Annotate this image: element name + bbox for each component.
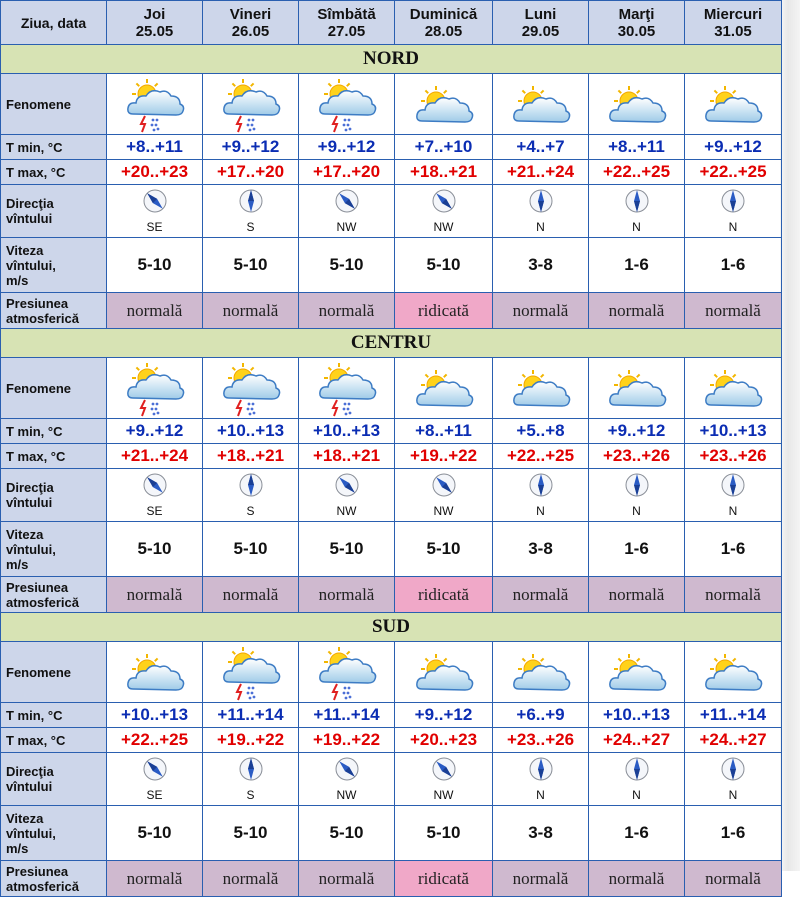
row-label — [1, 469, 107, 522]
wind-speed-cell: 5-10 — [299, 238, 395, 293]
wind-direction-cell — [203, 185, 299, 238]
wind-speed-cell: 3-8 — [493, 806, 589, 861]
sun-cloud-storm-icon — [107, 74, 202, 134]
tmin-cell: +9..+12 — [299, 135, 395, 160]
sun-cloud-storm-icon — [299, 642, 394, 702]
tmax-cell: +18..+21 — [203, 444, 299, 469]
day-name: Joi — [143, 5, 166, 23]
row-label: T max, °C — [1, 728, 107, 753]
phenomena-cell — [107, 74, 203, 135]
row-label: T min, °C — [1, 135, 107, 160]
phenomena-cell — [395, 358, 493, 419]
day-header — [493, 1, 589, 45]
region-name: NORD — [1, 45, 782, 74]
wind-direction-label: N — [632, 504, 641, 518]
phenomena-cell — [395, 642, 493, 703]
pressure-cell: normală — [299, 293, 395, 329]
wind-direction-cell — [107, 469, 203, 522]
compass-arrow-icon — [720, 756, 746, 787]
compass-arrow-icon — [238, 756, 264, 787]
row-label — [1, 238, 107, 293]
wind-speed-cell: 5-10 — [299, 806, 395, 861]
tmax-cell: +23..+26 — [589, 444, 685, 469]
row-label — [1, 522, 107, 577]
wind-direction-label: N — [536, 788, 545, 802]
compass-arrow-icon — [624, 188, 650, 219]
tmax-cell: +19..+22 — [203, 728, 299, 753]
wind-speed-cell: 1-6 — [589, 806, 685, 861]
row-label-line: Presiunea — [6, 863, 69, 879]
row-label-line: Viteza — [6, 810, 44, 826]
phenomena-cell — [395, 74, 493, 135]
day-date: 29.05 — [521, 22, 560, 40]
phenomena-cell — [685, 642, 782, 703]
wind-direction-cell — [589, 185, 685, 238]
tmin-cell: +5..+8 — [493, 419, 589, 444]
sun-cloud-storm-icon — [107, 358, 202, 418]
wind-direction-label: NW — [336, 788, 357, 802]
tmin-cell: +10..+13 — [299, 419, 395, 444]
pressure-cell: normală — [203, 293, 299, 329]
day-name: Vineri — [229, 5, 272, 23]
phenomena-cell — [589, 642, 685, 703]
day-name: Sîmbătă — [317, 5, 376, 23]
pressure-cell: normală — [685, 577, 782, 613]
tmax-cell: +17..+20 — [299, 160, 395, 185]
compass-arrow-icon — [720, 188, 746, 219]
pressure-row — [1, 293, 782, 329]
wind-direction-row — [1, 469, 782, 522]
compass-arrow-icon — [142, 188, 168, 219]
region-header-row — [1, 613, 782, 642]
wind-direction-label: SE — [146, 504, 163, 518]
pressure-cell: normală — [589, 293, 685, 329]
row-label — [1, 861, 107, 897]
row-label: T max, °C — [1, 160, 107, 185]
wind-speed-cell: 3-8 — [493, 522, 589, 577]
tmin-cell: +10..+13 — [107, 703, 203, 728]
pressure-cell: normală — [685, 861, 782, 897]
sun-cloud-icon — [685, 365, 781, 411]
phenomena-cell — [107, 358, 203, 419]
wind-direction-label: N — [632, 788, 641, 802]
wind-direction-cell — [395, 469, 493, 522]
row-label: T max, °C — [1, 444, 107, 469]
wind-direction-label: S — [246, 788, 255, 802]
header-label: Ziua, data — [1, 1, 107, 45]
sun-cloud-storm-icon — [299, 358, 394, 418]
tmin-row — [1, 135, 782, 160]
tmin-cell: +11..+14 — [203, 703, 299, 728]
wind-direction-row — [1, 185, 782, 238]
sun-cloud-icon — [395, 649, 492, 695]
row-label-line: Direcţia — [6, 764, 54, 779]
row-label-line: atmosferică — [6, 878, 79, 894]
tmin-cell: +4..+7 — [493, 135, 589, 160]
pressure-row — [1, 577, 782, 613]
compass-arrow-icon — [528, 472, 554, 503]
tmax-cell: +23..+26 — [685, 444, 782, 469]
wind-speed-cell: 1-6 — [589, 238, 685, 293]
tmax-cell: +19..+22 — [299, 728, 395, 753]
wind-speed-cell: 5-10 — [203, 806, 299, 861]
wind-speed-cell: 1-6 — [685, 806, 782, 861]
day-name: Duminică — [409, 5, 478, 23]
wind-speed-cell: 5-10 — [107, 522, 203, 577]
tmin-row — [1, 419, 782, 444]
wind-speed-cell: 1-6 — [589, 522, 685, 577]
row-label-line: m/s — [6, 556, 29, 572]
wind-direction-cell — [589, 753, 685, 806]
sun-cloud-icon — [493, 81, 588, 127]
wind-direction-row — [1, 753, 782, 806]
compass-arrow-icon — [431, 188, 457, 219]
sun-cloud-icon — [395, 81, 492, 127]
wind-speed-row — [1, 522, 782, 577]
tmin-cell: +11..+14 — [299, 703, 395, 728]
wind-direction-label: NW — [336, 220, 357, 234]
phenomena-cell — [685, 358, 782, 419]
sun-cloud-storm-icon — [203, 74, 298, 134]
wind-speed-cell: 5-10 — [299, 522, 395, 577]
wind-speed-cell: 5-10 — [395, 806, 493, 861]
tmin-cell: +8..+11 — [589, 135, 685, 160]
sun-cloud-icon — [589, 649, 684, 695]
wind-direction-label: N — [728, 504, 738, 518]
tmax-cell: +19..+22 — [395, 444, 493, 469]
compass-arrow-icon — [142, 472, 168, 503]
sun-cloud-icon — [685, 81, 781, 127]
tmin-cell: +10..+13 — [589, 703, 685, 728]
row-label-line: vîntului, — [6, 257, 56, 273]
wind-speed-cell: 5-10 — [395, 238, 493, 293]
sun-cloud-icon — [685, 649, 781, 695]
wind-direction-label: NW — [433, 788, 454, 802]
phenomena-cell — [493, 358, 589, 419]
wind-speed-cell: 5-10 — [395, 522, 493, 577]
tmin-cell: +8..+11 — [395, 419, 493, 444]
sun-cloud-storm-icon — [203, 642, 298, 702]
compass-arrow-icon — [624, 472, 650, 503]
row-label-line: vîntului, — [6, 825, 56, 841]
phenomena-cell — [107, 642, 203, 703]
phenomena-row — [1, 358, 782, 419]
pressure-cell: normală — [493, 577, 589, 613]
row-label — [1, 753, 107, 806]
wind-direction-label: N — [536, 220, 545, 234]
wind-direction-cell — [395, 753, 493, 806]
tmin-cell: +6..+9 — [493, 703, 589, 728]
wind-direction-cell — [395, 185, 493, 238]
wind-speed-cell: 1-6 — [685, 522, 782, 577]
tmax-cell: +18..+21 — [395, 160, 493, 185]
phenomena-cell — [589, 358, 685, 419]
compass-arrow-icon — [334, 756, 360, 787]
tmax-cell: +20..+23 — [107, 160, 203, 185]
row-label-line: vîntului — [6, 779, 53, 794]
day-date: 30.05 — [617, 22, 656, 40]
header-row — [1, 1, 782, 45]
tmax-cell: +21..+24 — [107, 444, 203, 469]
row-label-line: Presiunea — [6, 579, 69, 595]
tmax-row — [1, 160, 782, 185]
day-name: Miercuri — [703, 5, 763, 23]
phenomena-row — [1, 74, 782, 135]
pressure-cell: normală — [493, 861, 589, 897]
row-label-line: atmosferică — [6, 310, 79, 326]
row-label: Fenomene — [1, 74, 107, 135]
row-label-line: atmosferică — [6, 594, 79, 610]
wind-direction-label: SE — [146, 788, 163, 802]
phenomena-cell — [203, 74, 299, 135]
sun-cloud-icon — [395, 365, 492, 411]
tmin-cell: +9..+12 — [107, 419, 203, 444]
row-label: T min, °C — [1, 703, 107, 728]
background-decoration — [780, 0, 800, 871]
sun-cloud-icon — [589, 365, 684, 411]
tmin-cell: +7..+10 — [395, 135, 493, 160]
row-label: Fenomene — [1, 358, 107, 419]
pressure-cell: normală — [493, 293, 589, 329]
row-label — [1, 577, 107, 613]
tmin-cell: +9..+12 — [589, 419, 685, 444]
pressure-cell: ridicată — [395, 861, 493, 897]
sun-cloud-icon — [493, 649, 588, 695]
tmax-cell: +24..+27 — [589, 728, 685, 753]
day-header — [395, 1, 493, 45]
region-header-row — [1, 329, 782, 358]
row-label-line: Direcţia — [6, 480, 54, 495]
wind-direction-cell — [203, 469, 299, 522]
tmax-row — [1, 444, 782, 469]
tmax-cell: +22..+25 — [107, 728, 203, 753]
phenomena-cell — [299, 642, 395, 703]
pressure-cell: normală — [107, 293, 203, 329]
row-label: Fenomene — [1, 642, 107, 703]
tmin-cell: +9..+12 — [203, 135, 299, 160]
phenomena-row — [1, 642, 782, 703]
phenomena-cell — [493, 74, 589, 135]
sun-cloud-storm-icon — [299, 74, 394, 134]
wind-direction-label: S — [246, 220, 255, 234]
wind-direction-cell — [493, 753, 589, 806]
region-name: SUD — [1, 613, 782, 642]
row-label-line: vîntului — [6, 211, 53, 226]
tmax-cell: +21..+24 — [493, 160, 589, 185]
row-label — [1, 185, 107, 238]
pressure-cell: normală — [299, 861, 395, 897]
row-label-line: m/s — [6, 840, 29, 856]
pressure-cell: normală — [203, 861, 299, 897]
tmin-cell: +10..+13 — [203, 419, 299, 444]
pressure-cell: normală — [589, 861, 685, 897]
day-header — [685, 1, 782, 45]
compass-arrow-icon — [431, 756, 457, 787]
pressure-cell: ridicată — [395, 577, 493, 613]
wind-direction-label: NW — [336, 504, 357, 518]
sun-cloud-icon — [589, 81, 684, 127]
phenomena-cell — [299, 74, 395, 135]
tmin-cell: +10..+13 — [685, 419, 782, 444]
wind-direction-cell — [685, 185, 782, 238]
wind-speed-cell: 5-10 — [203, 522, 299, 577]
pressure-cell: normală — [685, 293, 782, 329]
phenomena-cell — [493, 642, 589, 703]
wind-direction-cell — [299, 753, 395, 806]
compass-arrow-icon — [334, 472, 360, 503]
row-label-line: Viteza — [6, 526, 44, 542]
phenomena-cell — [203, 642, 299, 703]
wind-direction-cell — [107, 185, 203, 238]
wind-speed-cell: 3-8 — [493, 238, 589, 293]
wind-speed-cell: 1-6 — [685, 238, 782, 293]
pressure-row — [1, 861, 782, 897]
wind-speed-cell: 5-10 — [107, 806, 203, 861]
row-label-line: Presiunea — [6, 295, 69, 311]
row-label-line: vîntului — [6, 495, 53, 510]
day-date: 25.05 — [135, 22, 174, 40]
wind-direction-label: NW — [433, 220, 454, 234]
pressure-cell: ridicată — [395, 293, 493, 329]
wind-direction-cell — [493, 469, 589, 522]
compass-arrow-icon — [720, 472, 746, 503]
wind-direction-cell — [589, 469, 685, 522]
wind-direction-label: SE — [146, 220, 163, 234]
wind-direction-cell — [685, 753, 782, 806]
day-header — [299, 1, 395, 45]
wind-direction-cell — [203, 753, 299, 806]
wind-direction-cell — [685, 469, 782, 522]
tmax-cell: +22..+25 — [589, 160, 685, 185]
tmin-cell: +8..+11 — [107, 135, 203, 160]
sun-cloud-icon — [107, 649, 202, 695]
sun-cloud-storm-icon — [203, 358, 298, 418]
compass-arrow-icon — [142, 756, 168, 787]
tmin-cell: +9..+12 — [685, 135, 782, 160]
row-label-line: m/s — [6, 272, 29, 288]
wind-direction-cell — [299, 469, 395, 522]
row-label-line: vîntului, — [6, 541, 56, 557]
tmax-row — [1, 728, 782, 753]
sun-cloud-icon — [493, 365, 588, 411]
compass-arrow-icon — [238, 472, 264, 503]
pressure-cell: normală — [299, 577, 395, 613]
phenomena-cell — [589, 74, 685, 135]
day-header — [203, 1, 299, 45]
row-label — [1, 806, 107, 861]
region-header-row — [1, 45, 782, 74]
wind-speed-row — [1, 238, 782, 293]
pressure-cell: normală — [107, 577, 203, 613]
pressure-cell: normală — [203, 577, 299, 613]
compass-arrow-icon — [238, 188, 264, 219]
phenomena-cell — [685, 74, 782, 135]
tmin-cell: +9..+12 — [395, 703, 493, 728]
tmin-cell: +11..+14 — [685, 703, 782, 728]
wind-speed-cell: 5-10 — [107, 238, 203, 293]
wind-direction-label: N — [728, 788, 738, 802]
tmax-cell: +23..+26 — [493, 728, 589, 753]
phenomena-cell — [203, 358, 299, 419]
row-label: T min, °C — [1, 419, 107, 444]
wind-direction-label: N — [632, 220, 641, 234]
row-label-line: Viteza — [6, 242, 44, 258]
phenomena-cell — [299, 358, 395, 419]
region-name: CENTRU — [1, 329, 782, 358]
wind-direction-label: NW — [433, 504, 454, 518]
wind-direction-cell — [107, 753, 203, 806]
tmax-cell: +17..+20 — [203, 160, 299, 185]
wind-direction-cell — [299, 185, 395, 238]
day-name: Marţi — [618, 5, 655, 23]
pressure-cell: normală — [107, 861, 203, 897]
wind-direction-label: N — [536, 504, 545, 518]
wind-direction-cell — [493, 185, 589, 238]
tmax-cell: +18..+21 — [299, 444, 395, 469]
tmax-cell: +24..+27 — [685, 728, 782, 753]
compass-arrow-icon — [334, 188, 360, 219]
row-label — [1, 293, 107, 329]
wind-direction-label: N — [728, 220, 738, 234]
wind-speed-row — [1, 806, 782, 861]
pressure-cell: normală — [589, 577, 685, 613]
row-label-line: Direcţia — [6, 196, 54, 211]
day-date: 31.05 — [714, 22, 752, 40]
day-header — [589, 1, 685, 45]
wind-speed-cell: 5-10 — [203, 238, 299, 293]
compass-arrow-icon — [528, 756, 554, 787]
tmin-row — [1, 703, 782, 728]
day-header — [107, 1, 203, 45]
tmax-cell: +22..+25 — [685, 160, 782, 185]
day-name: Luni — [524, 5, 557, 23]
day-date: 27.05 — [327, 22, 366, 40]
compass-arrow-icon — [624, 756, 650, 787]
compass-arrow-icon — [431, 472, 457, 503]
tmax-cell: +20..+23 — [395, 728, 493, 753]
tmax-cell: +22..+25 — [493, 444, 589, 469]
day-date: 26.05 — [231, 22, 270, 40]
wind-direction-label: S — [246, 504, 255, 518]
compass-arrow-icon — [528, 188, 554, 219]
day-date: 28.05 — [424, 22, 463, 40]
